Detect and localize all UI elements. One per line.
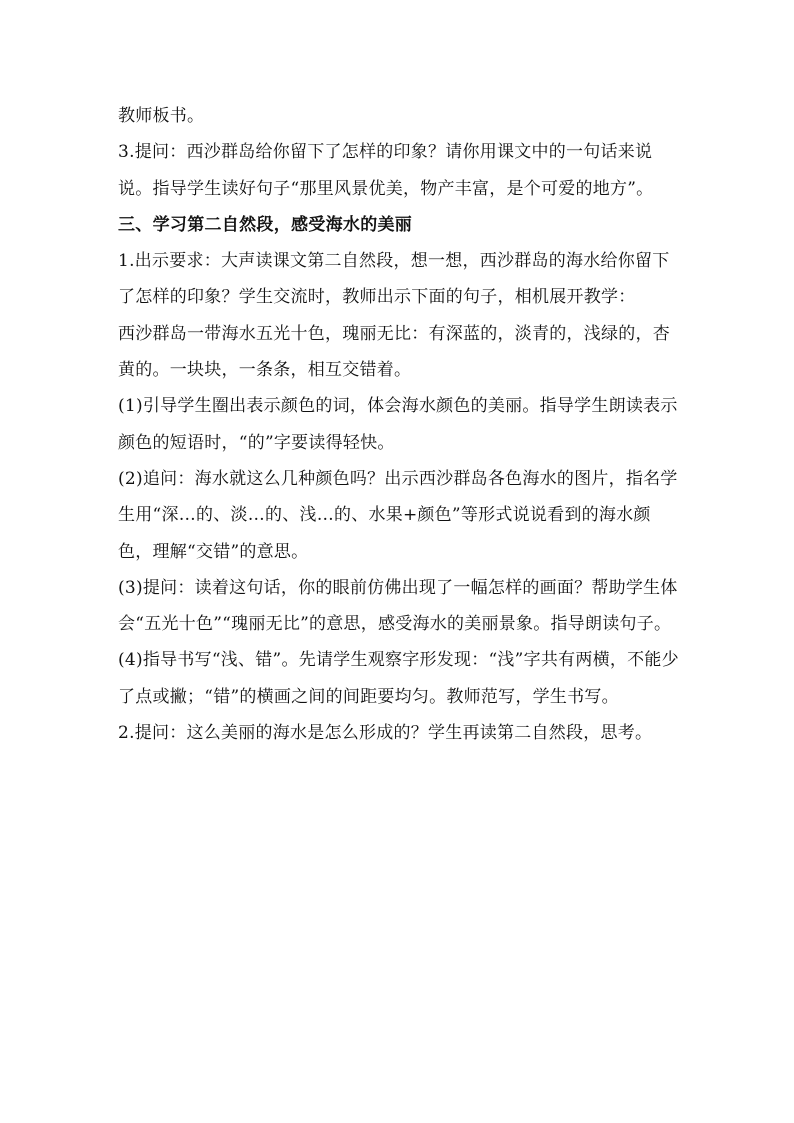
- paragraph-substep-3: (3)提问：读着这句话，你的眼前仿佛出现了一幅怎样的画面？帮助学生体会“五光十色”“瑰丽无比”的意思，感受海水的美丽景象。指导朗读句子。: [118, 577, 678, 635]
- paragraph-step-2-question: 2.提问：这么美丽的海水是怎么形成的？学生再读第二自然段，思考。: [118, 723, 653, 744]
- paragraph-step-3-question: 3.提问：西沙群岛给你留下了怎样的印象？请你用课文中的一句话来说说。指导学生读好句子“那里风景优美，物产丰富，是个可爱的地方”。: [118, 142, 654, 199]
- paragraph-teacher-board: 教师板书。: [118, 106, 205, 126]
- document-body: [118, 98, 684, 751]
- paragraph-substep-2: (2)追问：海水就这么几种颜色吗？出示西沙群岛各色海水的图片，指名学生用“深…的、淡…的、浅…的、水果+颜色”等形式说说看到的海水颜色，理解“交错”的意思。: [118, 468, 678, 562]
- paragraph-step-1-requirement: 1.出示要求：大声读课文第二自然段，想一想，西沙群岛的海水给你留下了怎样的印象？学生交流时，教师出示下面的句子，相机展开教学：: [118, 251, 670, 308]
- section-heading: 三、学习第二自然段，感受海水的美丽: [118, 214, 413, 235]
- paragraph-quoted-sentence: 西沙群岛一带海水五光十色，瑰丽无比：有深蓝的，淡青的，浅绿的，杏黄的。一块块，一条条，相互交错着。: [118, 323, 670, 381]
- paragraph-substep-4: (4)指导书写“浅、错”。先请学生观察字形发现：“浅”字共有两横，不能少了点或撇；“错”的横画之间的间距要均匀。教师范写，学生书写。: [118, 650, 679, 707]
- paragraph-substep-1: (1)引导学生圈出表示颜色的词，体会海水颜色的美丽。指导学生朗读表示颜色的短语时，“的”字要读得轻快。: [118, 396, 678, 453]
